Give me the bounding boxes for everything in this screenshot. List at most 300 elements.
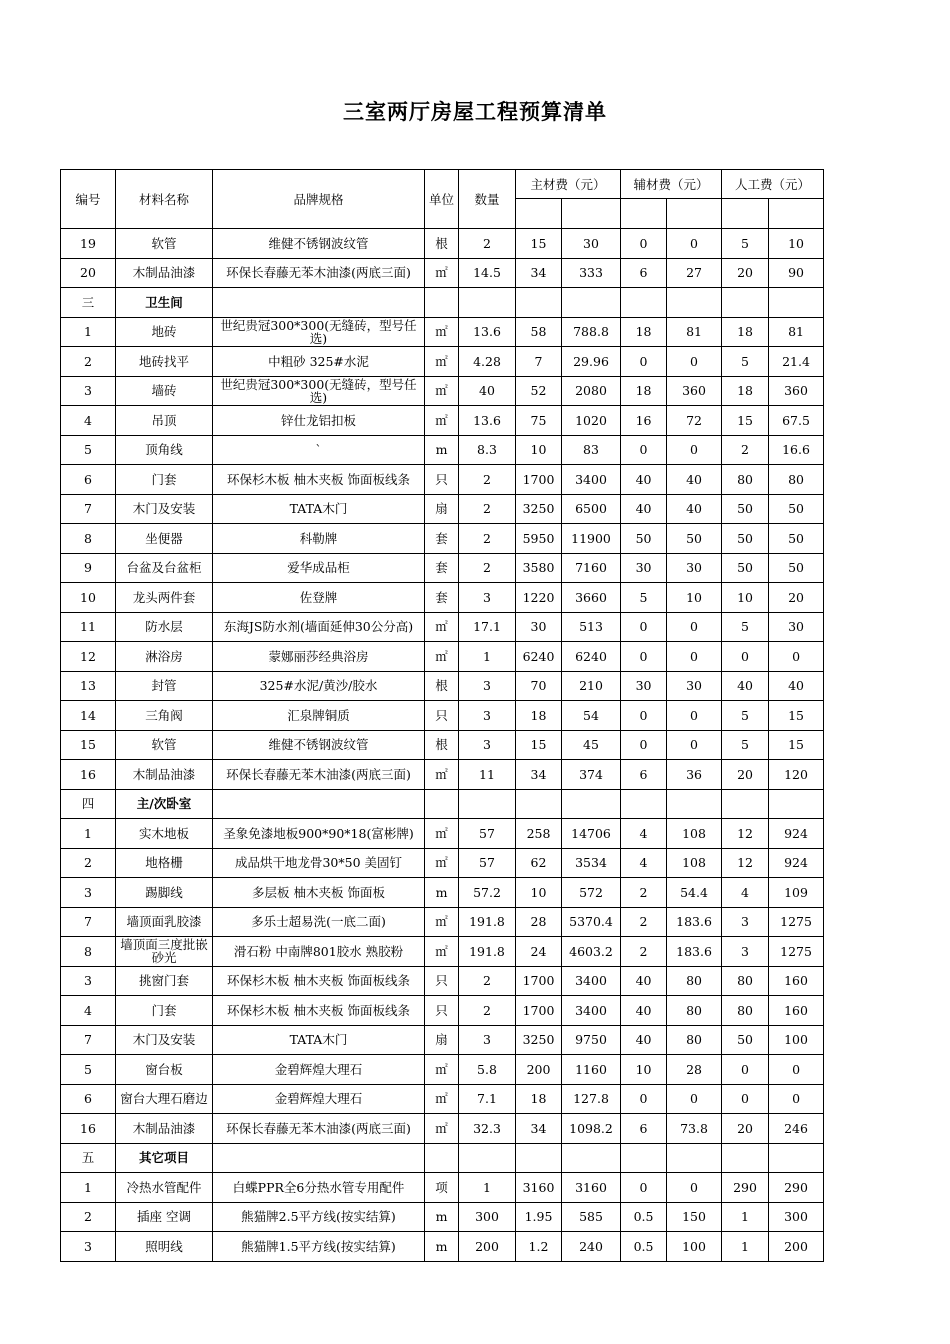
cell-main-price: 15 xyxy=(516,730,562,760)
cell-qty: 14.5 xyxy=(459,258,516,288)
cell-labor-price: 50 xyxy=(722,524,769,554)
cell-main-price: 34 xyxy=(516,760,562,790)
cell-name: 地砖找平 xyxy=(116,347,213,377)
cell-name: 封管 xyxy=(116,671,213,701)
cell-labor-price: 40 xyxy=(722,671,769,701)
table-row xyxy=(61,583,824,613)
cell-aux-price: 40 xyxy=(621,465,667,495)
cell-no: 8 xyxy=(61,937,116,967)
cell-main-total: 4603.2 xyxy=(562,937,621,967)
cell-main-price: 1.2 xyxy=(516,1232,562,1262)
table-row xyxy=(61,966,824,996)
cell-unit: ㎡ xyxy=(425,848,459,878)
cell-no: 4 xyxy=(61,996,116,1026)
cell-no: 3 xyxy=(61,966,116,996)
table-row xyxy=(61,1173,824,1203)
cell-name: 木制品油漆 xyxy=(116,1114,213,1144)
cell-name: 木制品油漆 xyxy=(116,760,213,790)
table-row xyxy=(61,465,824,495)
cell-main-total: 29.96 xyxy=(562,347,621,377)
cell-spec: 维健不锈钢波纹管 xyxy=(213,229,425,259)
cell-no: 15 xyxy=(61,730,116,760)
empty-cell xyxy=(459,789,516,819)
cell-labor-price: 80 xyxy=(722,996,769,1026)
cell-main-total: 14706 xyxy=(562,819,621,849)
cell-labor-price: 2 xyxy=(722,435,769,465)
table-row xyxy=(61,435,824,465)
cell-name: 顶角线 xyxy=(116,435,213,465)
cell-main-price: 3580 xyxy=(516,553,562,583)
cell-spec: 白蝶PPR全6分热水管专用配件 xyxy=(213,1173,425,1203)
cell-main-total: 11900 xyxy=(562,524,621,554)
table-row xyxy=(61,524,824,554)
cell-main-price: 3160 xyxy=(516,1173,562,1203)
cell-qty: 3 xyxy=(459,583,516,613)
cell-aux-price: 6 xyxy=(621,258,667,288)
section-row xyxy=(61,1143,824,1173)
cell-labor-total: 15 xyxy=(769,701,824,731)
cell-no: 10 xyxy=(61,583,116,613)
header-name: 材料名称 xyxy=(116,170,213,229)
cell-qty: 32.3 xyxy=(459,1114,516,1144)
cell-qty: 2 xyxy=(459,229,516,259)
cell-labor-price: 1 xyxy=(722,1232,769,1262)
cell-spec: 汇泉牌铜质 xyxy=(213,701,425,731)
cell-main-price: 62 xyxy=(516,848,562,878)
cell-labor-total: 246 xyxy=(769,1114,824,1144)
cell-name: 软管 xyxy=(116,730,213,760)
empty-cell xyxy=(425,789,459,819)
section-number: 四 xyxy=(61,789,116,819)
cell-spec: 环保长春藤无苯木油漆(两底三面) xyxy=(213,760,425,790)
cell-main-price: 3250 xyxy=(516,1025,562,1055)
cell-labor-total: 67.5 xyxy=(769,406,824,436)
section-number: 五 xyxy=(61,1143,116,1173)
cell-name: 地格栅 xyxy=(116,848,213,878)
cell-spec: TATA木门 xyxy=(213,1025,425,1055)
header-spec: 品牌规格 xyxy=(213,170,425,229)
empty-cell xyxy=(425,288,459,318)
cell-aux-total: 30 xyxy=(667,671,722,701)
section-number: 三 xyxy=(61,288,116,318)
cell-aux-total: 54.4 xyxy=(667,878,722,908)
cell-aux-total: 80 xyxy=(667,1025,722,1055)
empty-cell xyxy=(562,789,621,819)
header-sub-cell xyxy=(667,199,722,229)
cell-name: 冷热水管配件 xyxy=(116,1173,213,1203)
cell-aux-total: 0 xyxy=(667,347,722,377)
empty-cell xyxy=(516,1143,562,1173)
cell-main-price: 75 xyxy=(516,406,562,436)
cell-aux-total: 183.6 xyxy=(667,907,722,937)
cell-aux-price: 0 xyxy=(621,642,667,672)
section-title: 主/次卧室 xyxy=(116,789,213,819)
empty-cell xyxy=(213,288,425,318)
cell-labor-price: 80 xyxy=(722,465,769,495)
cell-spec: ` xyxy=(213,435,425,465)
cell-main-price: 70 xyxy=(516,671,562,701)
header-sub-cell xyxy=(516,199,562,229)
cell-main-price: 5950 xyxy=(516,524,562,554)
cell-main-price: 7 xyxy=(516,347,562,377)
cell-main-total: 788.8 xyxy=(562,317,621,347)
cell-qty: 2 xyxy=(459,494,516,524)
cell-unit: 套 xyxy=(425,583,459,613)
header-row xyxy=(61,170,824,199)
cell-unit: 扇 xyxy=(425,1025,459,1055)
cell-no: 3 xyxy=(61,1232,116,1262)
cell-main-total: 45 xyxy=(562,730,621,760)
cell-no: 14 xyxy=(61,701,116,731)
cell-unit: m xyxy=(425,878,459,908)
cell-labor-price: 12 xyxy=(722,848,769,878)
cell-aux-price: 0.5 xyxy=(621,1232,667,1262)
cell-no: 1 xyxy=(61,1173,116,1203)
cell-name: 踢脚线 xyxy=(116,878,213,908)
header-qty: 数量 xyxy=(459,170,516,229)
cell-labor-total: 40 xyxy=(769,671,824,701)
cell-aux-total: 27 xyxy=(667,258,722,288)
cell-labor-price: 50 xyxy=(722,1025,769,1055)
cell-labor-total: 0 xyxy=(769,1055,824,1085)
table-row xyxy=(61,730,824,760)
cell-labor-total: 360 xyxy=(769,376,824,406)
cell-main-price: 1.95 xyxy=(516,1202,562,1232)
cell-main-price: 10 xyxy=(516,878,562,908)
cell-main-total: 1160 xyxy=(562,1055,621,1085)
cell-labor-price: 5 xyxy=(722,701,769,731)
cell-unit: 只 xyxy=(425,465,459,495)
cell-labor-total: 50 xyxy=(769,524,824,554)
empty-cell xyxy=(722,288,769,318)
cell-name: 墙顶面乳胶漆 xyxy=(116,907,213,937)
cell-unit: m xyxy=(425,1232,459,1262)
section-row xyxy=(61,789,824,819)
empty-cell xyxy=(213,789,425,819)
cell-qty: 17.1 xyxy=(459,612,516,642)
cell-labor-total: 160 xyxy=(769,966,824,996)
cell-aux-price: 2 xyxy=(621,907,667,937)
cell-no: 1 xyxy=(61,317,116,347)
cell-aux-price: 40 xyxy=(621,966,667,996)
cell-unit: 根 xyxy=(425,671,459,701)
cell-no: 13 xyxy=(61,671,116,701)
empty-cell xyxy=(459,1143,516,1173)
cell-qty: 13.6 xyxy=(459,406,516,436)
cell-aux-total: 100 xyxy=(667,1232,722,1262)
cell-labor-price: 5 xyxy=(722,229,769,259)
cell-unit: ㎡ xyxy=(425,347,459,377)
cell-no: 1 xyxy=(61,819,116,849)
cell-labor-price: 20 xyxy=(722,760,769,790)
cell-labor-price: 5 xyxy=(722,347,769,377)
cell-unit: ㎡ xyxy=(425,376,459,406)
cell-qty: 191.8 xyxy=(459,937,516,967)
cell-spec: 圣象免漆地板900*90*18(富彬牌) xyxy=(213,819,425,849)
cell-unit: ㎡ xyxy=(425,1084,459,1114)
cell-qty: 200 xyxy=(459,1232,516,1262)
cell-aux-price: 18 xyxy=(621,317,667,347)
cell-unit: 只 xyxy=(425,701,459,731)
cell-main-total: 210 xyxy=(562,671,621,701)
cell-unit: 套 xyxy=(425,524,459,554)
cell-labor-total: 10 xyxy=(769,229,824,259)
cell-spec: 东海JS防水剂(墙面延伸30公分高) xyxy=(213,612,425,642)
cell-name: 插座 空调 xyxy=(116,1202,213,1232)
table-row xyxy=(61,671,824,701)
cell-unit: m xyxy=(425,435,459,465)
empty-cell xyxy=(667,789,722,819)
cell-unit: ㎡ xyxy=(425,1114,459,1144)
cell-qty: 57.2 xyxy=(459,878,516,908)
table-row xyxy=(61,1025,824,1055)
table-row xyxy=(61,553,824,583)
header-sub-cell xyxy=(562,199,621,229)
cell-labor-price: 80 xyxy=(722,966,769,996)
cell-labor-price: 3 xyxy=(722,937,769,967)
cell-spec: 维健不锈钢波纹管 xyxy=(213,730,425,760)
cell-unit: 扇 xyxy=(425,494,459,524)
cell-qty: 3 xyxy=(459,730,516,760)
cell-aux-price: 5 xyxy=(621,583,667,613)
cell-labor-total: 0 xyxy=(769,642,824,672)
cell-labor-total: 160 xyxy=(769,996,824,1026)
cell-spec: 熊猫牌2.5平方线(按实结算) xyxy=(213,1202,425,1232)
table-row xyxy=(61,848,824,878)
cell-aux-price: 0 xyxy=(621,701,667,731)
table-row xyxy=(61,760,824,790)
cell-labor-total: 20 xyxy=(769,583,824,613)
cell-spec: TATA木门 xyxy=(213,494,425,524)
cell-main-price: 200 xyxy=(516,1055,562,1085)
cell-unit: 根 xyxy=(425,730,459,760)
cell-aux-price: 6 xyxy=(621,1114,667,1144)
cell-aux-total: 0 xyxy=(667,1084,722,1114)
cell-name: 门套 xyxy=(116,996,213,1026)
cell-spec: 325#水泥/黄沙/胶水 xyxy=(213,671,425,701)
cell-qty: 3 xyxy=(459,1025,516,1055)
cell-unit: ㎡ xyxy=(425,406,459,436)
cell-spec: 世纪贵冠300*300(无缝砖，型号任选) xyxy=(213,376,425,406)
cell-name: 门套 xyxy=(116,465,213,495)
cell-qty: 13.6 xyxy=(459,317,516,347)
cell-labor-price: 5 xyxy=(722,730,769,760)
cell-main-total: 585 xyxy=(562,1202,621,1232)
cell-labor-total: 80 xyxy=(769,465,824,495)
table-row xyxy=(61,937,824,967)
cell-labor-price: 18 xyxy=(722,317,769,347)
cell-aux-total: 0 xyxy=(667,229,722,259)
header-aux-cost: 辅材费（元） xyxy=(621,170,722,199)
cell-labor-total: 120 xyxy=(769,760,824,790)
cell-aux-price: 30 xyxy=(621,671,667,701)
cell-aux-total: 0 xyxy=(667,435,722,465)
cell-main-total: 2080 xyxy=(562,376,621,406)
cell-spec: 佐登牌 xyxy=(213,583,425,613)
empty-cell xyxy=(516,288,562,318)
cell-aux-price: 18 xyxy=(621,376,667,406)
header-no: 编号 xyxy=(61,170,116,229)
cell-aux-price: 0 xyxy=(621,347,667,377)
cell-spec: 环保杉木板 柚木夹板 饰面板线条 xyxy=(213,465,425,495)
cell-unit: 只 xyxy=(425,966,459,996)
cell-labor-total: 1275 xyxy=(769,907,824,937)
cell-name: 照明线 xyxy=(116,1232,213,1262)
empty-cell xyxy=(516,789,562,819)
header-unit: 单位 xyxy=(425,170,459,229)
cell-spec: 环保杉木板 柚木夹板 饰面板线条 xyxy=(213,966,425,996)
cell-spec: 金碧辉煌大理石 xyxy=(213,1055,425,1085)
cell-name: 坐便器 xyxy=(116,524,213,554)
cell-labor-price: 3 xyxy=(722,907,769,937)
cell-name: 墙顶面三度批嵌 砂光 xyxy=(116,937,213,967)
cell-spec: 环保杉木板 柚木夹板 饰面板线条 xyxy=(213,996,425,1026)
cell-qty: 57 xyxy=(459,848,516,878)
cell-labor-price: 12 xyxy=(722,819,769,849)
empty-cell xyxy=(769,789,824,819)
empty-cell xyxy=(621,1143,667,1173)
empty-cell xyxy=(562,288,621,318)
cell-name: 墙砖 xyxy=(116,376,213,406)
cell-aux-price: 2 xyxy=(621,878,667,908)
cell-spec: 金碧辉煌大理石 xyxy=(213,1084,425,1114)
cell-aux-total: 81 xyxy=(667,317,722,347)
cell-no: 9 xyxy=(61,553,116,583)
cell-no: 4 xyxy=(61,406,116,436)
cell-main-price: 15 xyxy=(516,229,562,259)
cell-labor-price: 1 xyxy=(722,1202,769,1232)
cell-name: 实木地板 xyxy=(116,819,213,849)
cell-spec: 熊猫牌1.5平方线(按实结算) xyxy=(213,1232,425,1262)
cell-no: 3 xyxy=(61,376,116,406)
cell-no: 2 xyxy=(61,347,116,377)
empty-cell xyxy=(459,288,516,318)
cell-unit: 项 xyxy=(425,1173,459,1203)
cell-main-total: 5370.4 xyxy=(562,907,621,937)
cell-no: 20 xyxy=(61,258,116,288)
cell-aux-price: 0 xyxy=(621,1084,667,1114)
cell-qty: 8.3 xyxy=(459,435,516,465)
cell-aux-total: 72 xyxy=(667,406,722,436)
cell-aux-total: 0 xyxy=(667,612,722,642)
cell-labor-price: 20 xyxy=(722,258,769,288)
cell-spec: 中粗砂 325#水泥 xyxy=(213,347,425,377)
cell-main-total: 374 xyxy=(562,760,621,790)
cell-aux-price: 0 xyxy=(621,1173,667,1203)
cell-no: 7 xyxy=(61,1025,116,1055)
cell-qty: 1 xyxy=(459,642,516,672)
cell-qty: 2 xyxy=(459,553,516,583)
cell-no: 2 xyxy=(61,1202,116,1232)
cell-main-price: 1700 xyxy=(516,996,562,1026)
cell-labor-total: 90 xyxy=(769,258,824,288)
cell-labor-total: 100 xyxy=(769,1025,824,1055)
cell-aux-price: 4 xyxy=(621,819,667,849)
cell-main-total: 3400 xyxy=(562,996,621,1026)
cell-qty: 1 xyxy=(459,1173,516,1203)
cell-aux-total: 40 xyxy=(667,494,722,524)
cell-unit: m xyxy=(425,1202,459,1232)
cell-qty: 4.28 xyxy=(459,347,516,377)
table-row xyxy=(61,1055,824,1085)
cell-main-price: 52 xyxy=(516,376,562,406)
cell-qty: 2 xyxy=(459,465,516,495)
cell-main-price: 6240 xyxy=(516,642,562,672)
cell-main-total: 240 xyxy=(562,1232,621,1262)
cell-main-total: 3534 xyxy=(562,848,621,878)
cell-name: 吊顶 xyxy=(116,406,213,436)
cell-aux-total: 0 xyxy=(667,701,722,731)
cell-name: 三角阀 xyxy=(116,701,213,731)
cell-main-price: 24 xyxy=(516,937,562,967)
cell-unit: 套 xyxy=(425,553,459,583)
cell-labor-total: 300 xyxy=(769,1202,824,1232)
cell-aux-total: 108 xyxy=(667,848,722,878)
cell-name: 窗台板 xyxy=(116,1055,213,1085)
cell-aux-total: 28 xyxy=(667,1055,722,1085)
table-row xyxy=(61,229,824,259)
cell-main-price: 1220 xyxy=(516,583,562,613)
cell-labor-total: 200 xyxy=(769,1232,824,1262)
cell-main-total: 83 xyxy=(562,435,621,465)
cell-qty: 2 xyxy=(459,996,516,1026)
cell-main-price: 34 xyxy=(516,258,562,288)
cell-name: 软管 xyxy=(116,229,213,259)
cell-aux-total: 183.6 xyxy=(667,937,722,967)
cell-labor-price: 0 xyxy=(722,642,769,672)
cell-no: 6 xyxy=(61,1084,116,1114)
cell-aux-price: 0 xyxy=(621,435,667,465)
cell-aux-total: 40 xyxy=(667,465,722,495)
cell-main-price: 1700 xyxy=(516,966,562,996)
cell-labor-total: 290 xyxy=(769,1173,824,1203)
cell-main-price: 1700 xyxy=(516,465,562,495)
cell-spec: 成品烘干地龙骨30*50 美固钉 xyxy=(213,848,425,878)
cell-spec: 环保长春藤无苯木油漆(两底三面) xyxy=(213,1114,425,1144)
cell-labor-price: 20 xyxy=(722,1114,769,1144)
empty-cell xyxy=(621,789,667,819)
cell-no: 6 xyxy=(61,465,116,495)
cell-qty: 5.8 xyxy=(459,1055,516,1085)
cell-labor-total: 109 xyxy=(769,878,824,908)
cell-main-price: 28 xyxy=(516,907,562,937)
cell-aux-price: 50 xyxy=(621,524,667,554)
cell-main-price: 18 xyxy=(516,1084,562,1114)
table-row xyxy=(61,1202,824,1232)
cell-aux-total: 0 xyxy=(667,642,722,672)
cell-unit: ㎡ xyxy=(425,907,459,937)
cell-qty: 11 xyxy=(459,760,516,790)
table-body xyxy=(61,229,824,1262)
cell-unit: 根 xyxy=(425,229,459,259)
cell-no: 3 xyxy=(61,878,116,908)
empty-cell xyxy=(667,288,722,318)
cell-no: 8 xyxy=(61,524,116,554)
cell-labor-total: 924 xyxy=(769,819,824,849)
cell-aux-total: 30 xyxy=(667,553,722,583)
cell-no: 5 xyxy=(61,1055,116,1085)
table-row xyxy=(61,996,824,1026)
empty-cell xyxy=(769,1143,824,1173)
table-row xyxy=(61,1232,824,1262)
cell-aux-price: 0 xyxy=(621,612,667,642)
empty-cell xyxy=(213,1143,425,1173)
cell-aux-total: 0 xyxy=(667,1173,722,1203)
table-row xyxy=(61,406,824,436)
cell-main-total: 3400 xyxy=(562,966,621,996)
cell-main-total: 127.8 xyxy=(562,1084,621,1114)
cell-spec: 多层板 柚木夹板 饰面板 xyxy=(213,878,425,908)
